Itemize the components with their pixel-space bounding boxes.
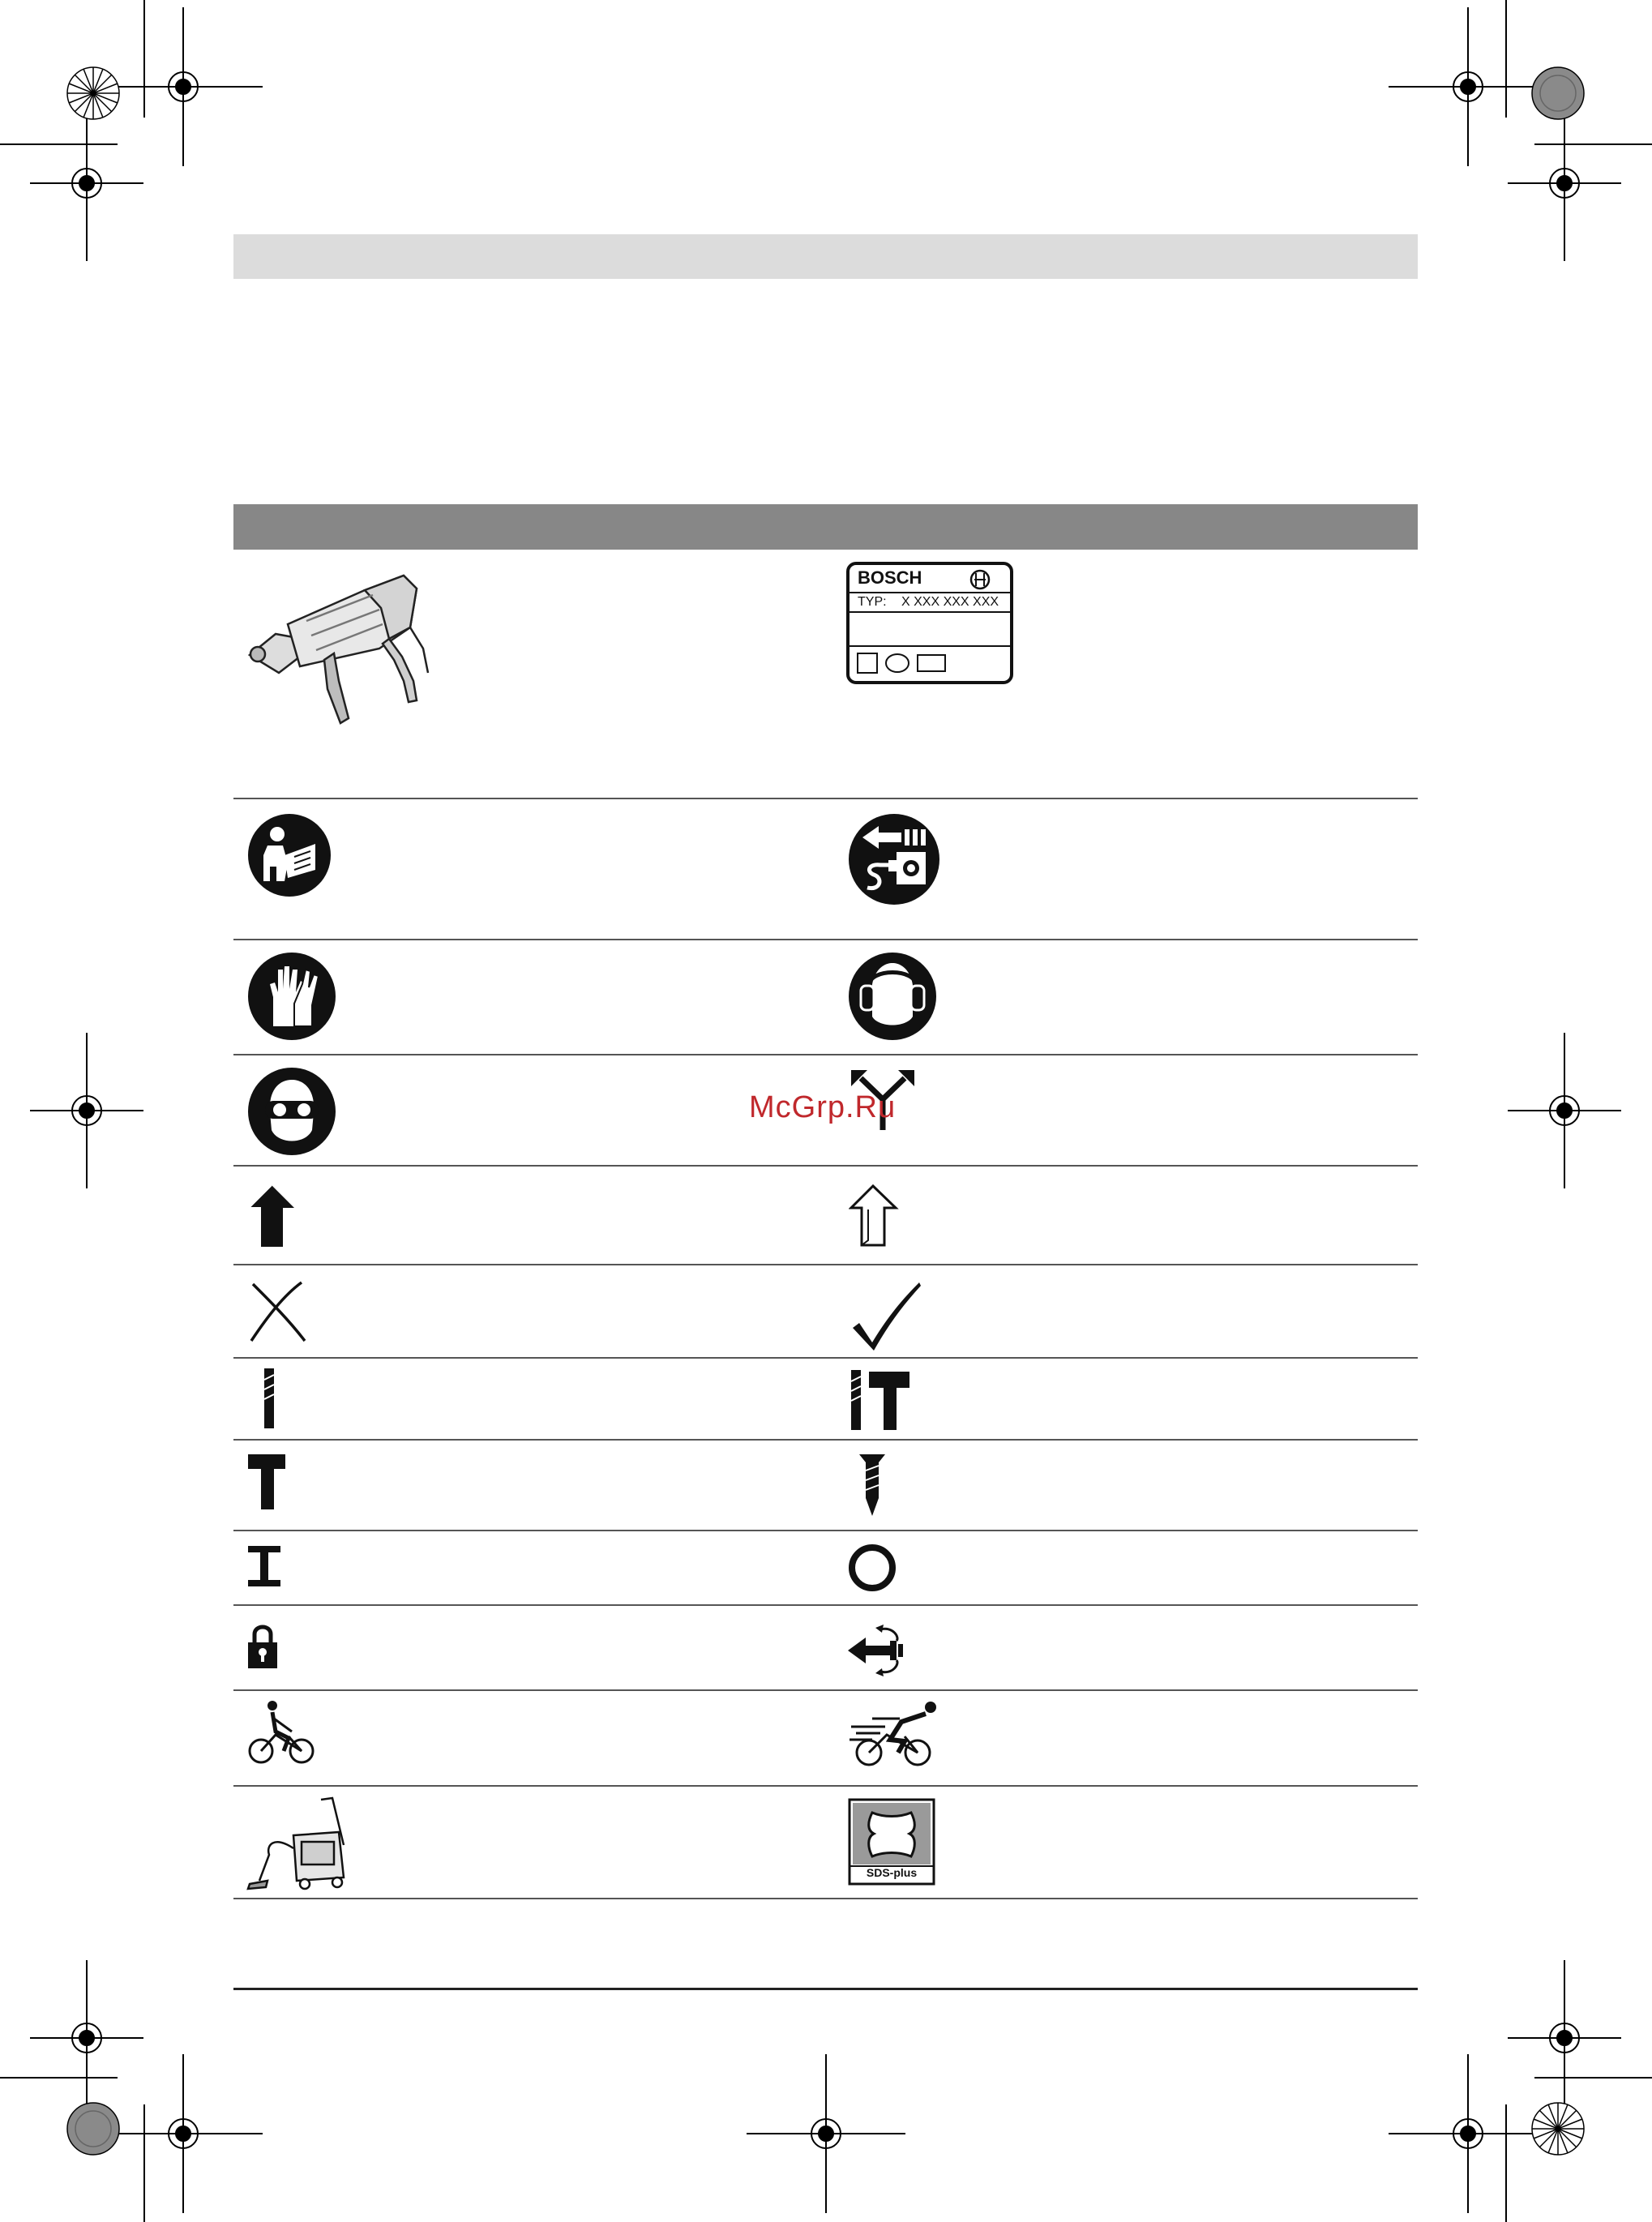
cross-icon (248, 1281, 308, 1342)
row-divider (233, 1054, 1418, 1055)
hammer-icon (246, 1453, 287, 1511)
screw-icon (858, 1453, 887, 1518)
plate-brand: BOSCH (858, 567, 922, 588)
fast-speed-icon (848, 1699, 947, 1769)
section-band (233, 504, 1418, 550)
drill-hammer-icon (848, 1370, 911, 1430)
lock-icon (246, 1621, 279, 1670)
row-divider (233, 1689, 1418, 1691)
release-icon (846, 1621, 906, 1681)
sds-plus-label: SDS-plus (866, 1866, 918, 1879)
i-beam-icon (246, 1544, 282, 1588)
footer-rule (233, 1988, 1418, 1990)
row-divider (233, 1785, 1418, 1787)
read-manual-icon (247, 813, 332, 897)
ear-protection-icon (848, 952, 937, 1041)
row-divider (233, 1357, 1418, 1359)
row-divider (233, 1264, 1418, 1265)
arrow-filled-icon (247, 1184, 297, 1248)
watermark-text: McGrp.Ru (749, 1090, 897, 1124)
header-band (233, 234, 1418, 279)
row-divider (233, 1439, 1418, 1441)
rotary-hammer-illustration (243, 559, 430, 734)
row-divider (233, 1898, 1418, 1899)
check-icon (850, 1281, 924, 1352)
row-divider (233, 798, 1418, 799)
eye-protection-icon (247, 1067, 336, 1156)
gloves-icon (247, 952, 336, 1041)
row-divider (233, 1530, 1418, 1531)
slow-speed-icon (248, 1699, 316, 1767)
plate-type-value: X XXX XXX XXX (901, 595, 999, 609)
row-divider (233, 1165, 1418, 1167)
row-divider (233, 1604, 1418, 1606)
circle-icon (848, 1543, 897, 1592)
vacuum-cleaner-icon (243, 1796, 357, 1894)
plate-type-label: TYP: (858, 595, 887, 609)
drill-bit-icon (261, 1368, 277, 1428)
arrow-outline-icon (849, 1184, 899, 1248)
unplug-icon (848, 813, 940, 905)
row-divider (233, 939, 1418, 940)
